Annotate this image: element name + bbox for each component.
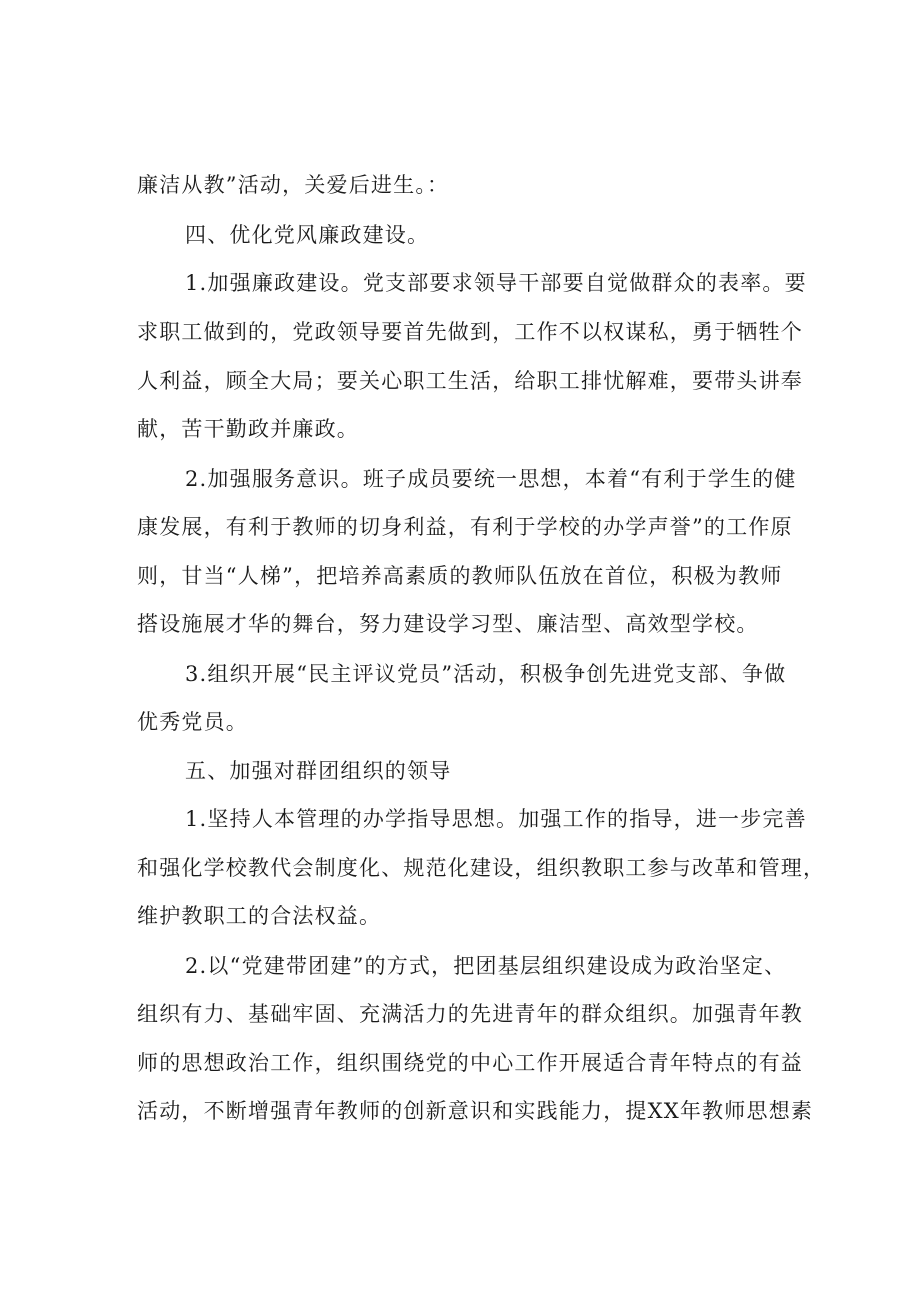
section-heading: 五、加强对群团组织的领导 <box>185 759 452 783</box>
text-line: 1.坚持人本管理的办学指导思想。加强工作的指导，进一步完善 <box>185 807 807 831</box>
text-line: 优秀党员。 <box>137 710 248 734</box>
text-line: 2.加强服务意识。班子成员要统一思想，本着“有利于学生的健 <box>185 467 797 491</box>
text-line: 和强化学校教代会制度化、规范化建设，组织教职工参与改革和管理， <box>137 856 826 880</box>
text-line: 搭设施展才华的舞台，努力建设学习型、廉洁型、高效型学校。 <box>137 612 759 636</box>
text-line: 3.组织开展“民主评议党员”活动，积极争创先进党支部、争做 <box>185 662 787 686</box>
text-line: 人利益，顾全大局；要关心职工生活，给职工排忧解难，要带头讲奉 <box>137 369 803 393</box>
text-line: 活动，不断增强青年教师的创新意识和实践能力，提XX年教师思想素 <box>137 1099 814 1123</box>
text-line: 组织有力、基础牢固、充满活力的先进青年的群众组织。加强青年教 <box>137 1002 803 1026</box>
text-line: 求职工做到的，党政领导要首先做到，工作不以权谋私，勇于牺牲个 <box>137 320 803 344</box>
text-line: 康发展，有利于教师的切身利益，有利于学校的办学声誉”的工作原 <box>137 515 793 539</box>
text-line: 师的思想政治工作，组织围绕党的中心工作开展适合青年特点的有益 <box>137 1051 803 1075</box>
text-line: 廉洁从教”活动，关爱后进生。： <box>137 173 450 197</box>
text-line: 维护教职工的合法权益。 <box>137 904 382 928</box>
text-line: 则，甘当“人梯”，把培养高素质的教师队伍放在首位，积极为教师 <box>137 564 783 588</box>
text-line: 1.加强廉政建设。党支部要求领导干部要自觉做群众的表率。要 <box>185 271 807 295</box>
section-heading: 四、优化党风廉政建设。 <box>185 223 430 247</box>
text-line: 献，苦干勤政并廉政。 <box>137 417 359 441</box>
text-line: 2.以“党建带团建”的方式，把团基层组织建设成为政治坚定、 <box>185 954 787 978</box>
